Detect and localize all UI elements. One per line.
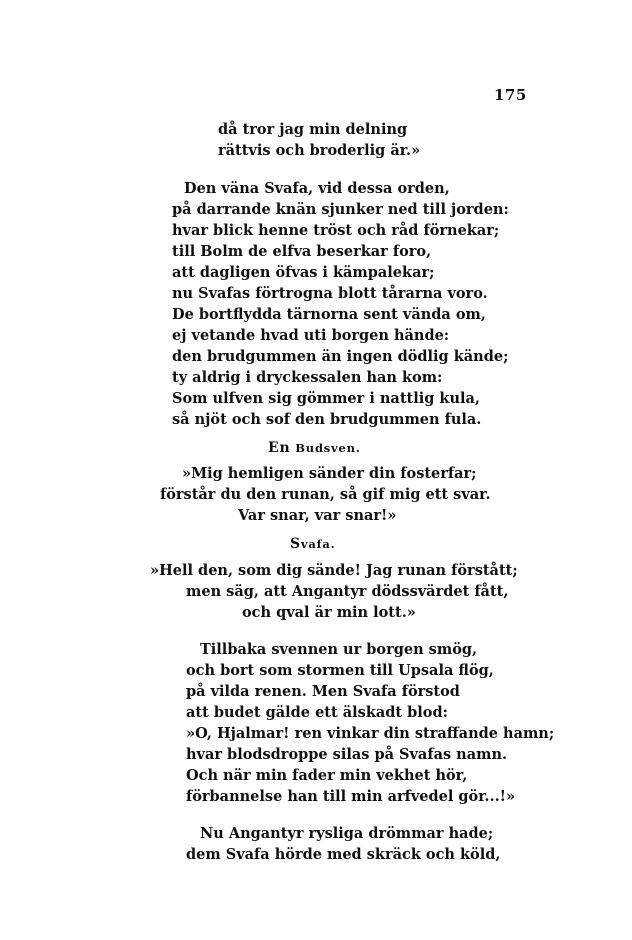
verse-line: och qval är min lott.» <box>242 604 416 621</box>
verse-line: på darrande knän sjunker ned till jorden: <box>172 201 509 218</box>
verse-line: förbannelse han till min arfvedel gör...!» <box>186 788 516 805</box>
verse-line: på vilda renen. Men Svafa förstod <box>186 683 460 700</box>
verse-line: så njöt och sof den brudgummen fula. <box>172 411 482 428</box>
verse-line: »Mig hemligen sänder din fosterfar; <box>182 465 477 482</box>
verse-line: Nu Angantyr rysliga drömmar hade; <box>200 825 494 842</box>
verse-line: och bort som stormen till Upsala flög, <box>186 662 494 679</box>
verse-line: att budet gälde ett älskadt blod: <box>186 704 448 721</box>
verse-line: men säg, att Angantyr dödssvärdet fått, <box>186 583 509 600</box>
verse-line: De bortflydda tärnorna sent vända om, <box>172 306 486 323</box>
speaker-heading <box>290 536 335 552</box>
verse-line: Den väna Svafa, vid dessa orden, <box>184 180 450 197</box>
verse-line: Och när min fader min vekhet hör, <box>186 767 468 784</box>
verse-line: hvar blick henne tröst och råd förnekar; <box>172 222 500 239</box>
page-number: 175 <box>494 86 527 104</box>
verse-line: att dagligen öfvas i kämpalekar; <box>172 264 435 281</box>
verse-line: ty aldrig i dryckessalen han kom: <box>172 369 443 386</box>
speaker-heading-cap: S <box>290 536 301 552</box>
speaker-heading <box>268 440 361 456</box>
speaker-heading-rest: vafa. <box>300 537 336 551</box>
speaker-heading-rest: Budsven. <box>295 441 361 455</box>
verse-line: till Bolm de elfva beserkar foro, <box>172 243 432 260</box>
verse-line: hvar blodsdroppe silas på Svafas namn. <box>186 746 508 763</box>
verse-line: Tillbaka svennen ur borgen smög, <box>200 641 478 658</box>
verse-line: då tror jag min delning <box>218 121 408 138</box>
verse-line: »O, Hjalmar! ren vinkar din straffande hamn; <box>186 725 555 742</box>
speaker-heading-cap: En <box>268 440 291 456</box>
verse-line: dem Svafa hörde med skräck och köld, <box>186 846 501 863</box>
verse-line: rättvis och broderlig är.» <box>218 142 421 159</box>
verse-line: ej vetande hvad uti borgen hände: <box>172 327 450 344</box>
verse-line: »Hell den, som dig sände! Jag runan förstått; <box>150 562 518 579</box>
verse-line: nu Svafas förtrogna blott tårarna voro. <box>172 285 488 302</box>
verse-line: Var snar, var snar!» <box>238 507 397 524</box>
verse-line: förstår du den runan, så gif mig ett svar. <box>160 486 491 503</box>
verse-line: Som ulfven sig gömmer i nattlig kula, <box>172 390 480 407</box>
verse-line: den brudgummen än ingen dödlig kände; <box>172 348 509 365</box>
